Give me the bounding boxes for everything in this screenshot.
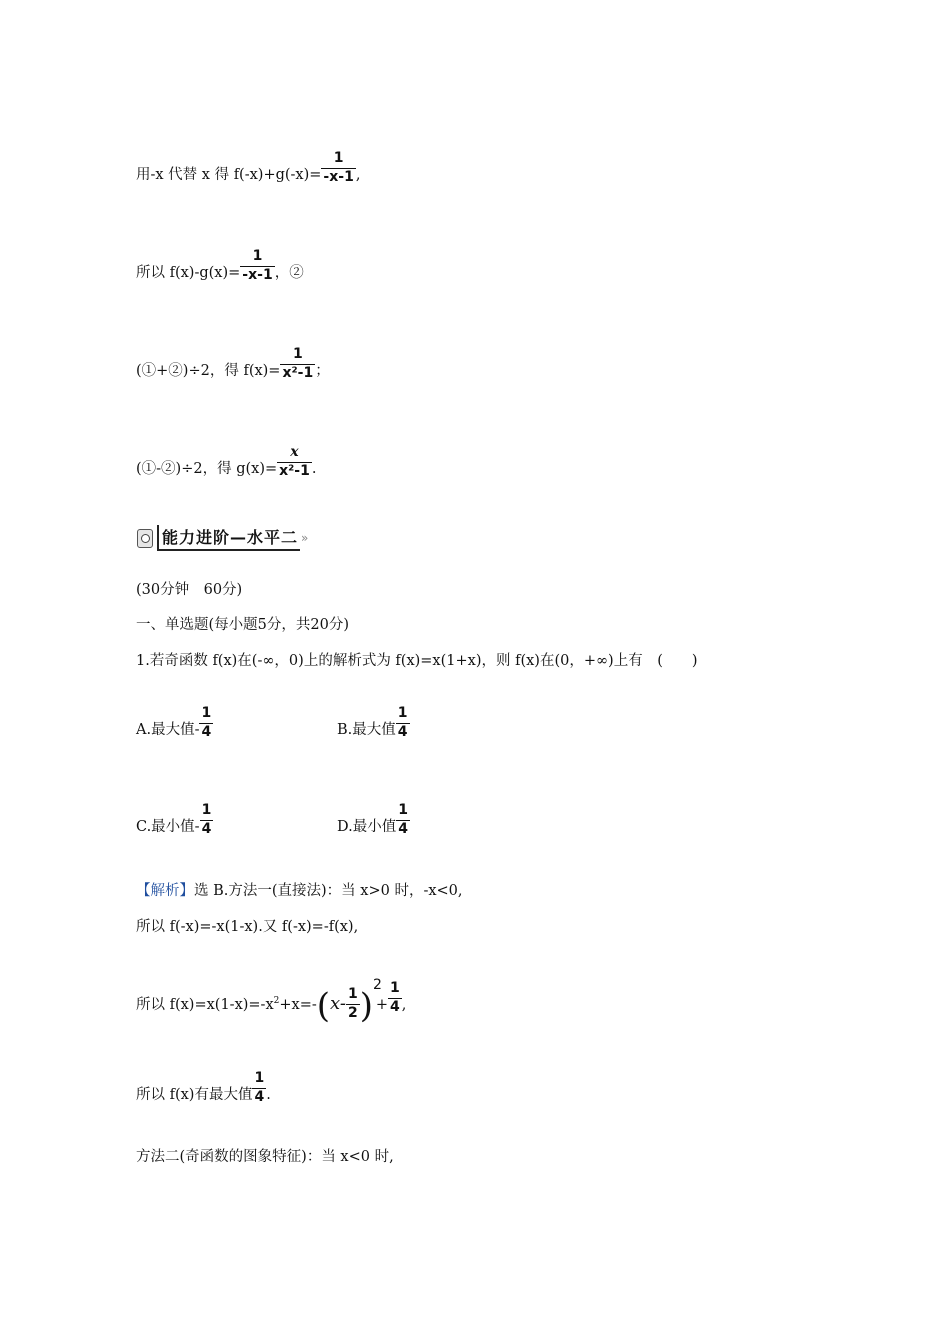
line-text: (①-②)÷2，得 g(x)= [136,461,278,477]
section-title: 能力进阶—水平二 [157,525,300,551]
exam-time: (30分钟 60分) [136,582,243,598]
double-arrow-icon: » [301,531,309,545]
fraction: $\frac{1}{4}$ [201,802,212,837]
derivation-line-2: 所以 f(x)-g(x)= $\frac{1}{-x-1}$ ，② [136,248,304,283]
line-text: 用-x 代替 x 得 f(-x)+g(-x)= [136,167,322,183]
math-var: x- [330,993,346,1014]
fraction: $\frac{1}{4}$ [390,980,400,1015]
fraction: $\frac{1}{2}$ [347,986,358,1021]
fraction: $\frac{1}{-x-1}$ [242,248,273,283]
option-a: A.最大值- $\frac{1}{4}$ [136,705,212,740]
solution-tag: 【解析】 [136,883,194,899]
solution-line-3: 所以 $f(x)=x(1-x)=-x^2+x=-(x-$ $\frac{1}{2}$ )$^2$+ $\frac{1}{4}$ , [136,977,407,1026]
option-c: C.最小值- $\frac{1}{4}$ [136,802,212,837]
derivation-line-1: 用-x 代替 x 得 f(-x)+g(-x)= $\frac{1}{-x-1}$ , [136,150,361,185]
exam-part-heading: 一、单选题(每小题5分，共20分) [136,617,349,633]
line-text: (①+②)÷2，得 f(x)= [136,363,281,379]
fraction: $\frac{1}{4}$ [254,1070,265,1105]
derivation-line-3: (①+②)÷2，得 f(x)= $\frac{1}{\text{x²-1}}$ ； [136,346,330,381]
fraction: $\frac{1}{-x-1}$ [323,150,354,185]
line-text: 所以 f(x)-g(x)= [136,265,241,281]
fraction: $\frac{1}{4}$ [201,705,212,740]
derivation-line-4: (①-②)÷2，得 g(x)= $\frac{x}{\text{x²-1}}$ . [136,444,317,479]
lightbulb-icon [137,529,153,548]
solution-line-4: 所以 f(x)有最大值 $\frac{1}{4}$ . [136,1070,271,1105]
option-d: D.最小值 $\frac{1}{4}$ [337,802,408,837]
fraction: $\frac{1}{4}$ [397,705,408,740]
solution-line-1: 【解析】选 B.方法一(直接法)：当 x>0 时，-x<0, [136,883,463,899]
fraction: $\frac{1}{\text{x²-1}}$ [282,346,314,381]
solution-line-5: 方法二(奇函数的图象特征)：当 x<0 时, [136,1149,394,1165]
option-b: B.最大值 $\frac{1}{4}$ [337,705,408,740]
section-header [137,525,308,551]
solution-line-2: 所以 f(-x)=-x(1-x).又 f(-x)=-f(x), [136,919,359,935]
fraction: $\frac{1}{4}$ [398,802,408,837]
question-1: 1.若奇函数 f(x)在(-∞，0)上的解析式为 f(x)=x(1+x)，则 f(x)在(0，+∞)上有 ( ) [136,653,698,669]
fraction: $\frac{x}{\text{x²-1}}$ [279,444,310,479]
